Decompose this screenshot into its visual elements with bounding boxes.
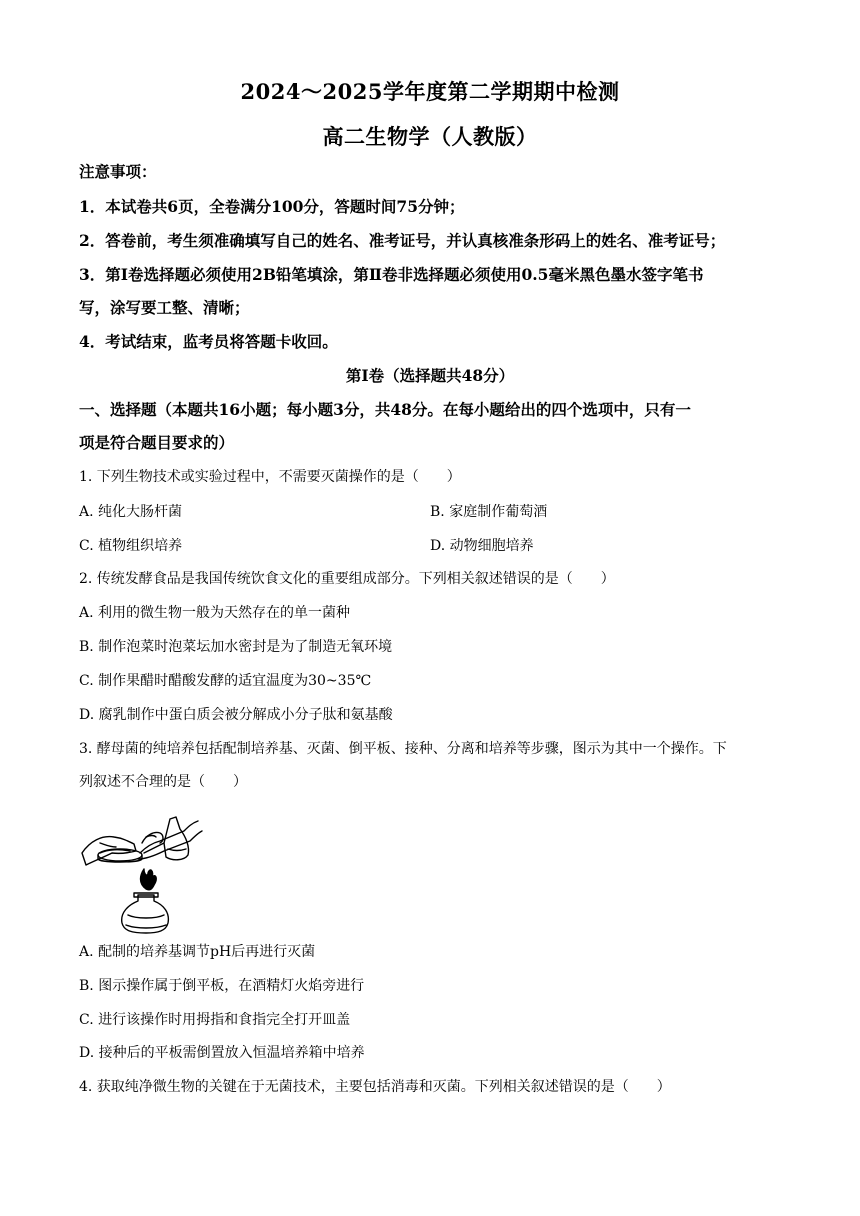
exam-subtitle: 高二生物学（人教版） bbox=[322, 124, 538, 149]
question-1-stem: 1. 下列生物技术或实验过程中，不需要灭菌操作的是（ ） bbox=[79, 469, 461, 485]
note-item-4: 4．考试结束，监考员将答题卡收回。 bbox=[79, 332, 338, 351]
section-title: 第I卷（选择题共48分） bbox=[345, 366, 515, 385]
question-1-option-a: A. 纯化大肠杆菌 bbox=[79, 504, 183, 520]
question-1-option-d: D. 动物细胞培养 bbox=[430, 538, 534, 554]
question-2-option-c: C. 制作果醋时醋酸发酵的适宜温度为30~35℃ bbox=[79, 673, 372, 689]
question-3-option-d: D. 接种后的平板需倒置放入恒温培养箱中培养 bbox=[79, 1045, 365, 1061]
notes-heading: 注意事项： bbox=[79, 162, 157, 181]
question-3-stem-line-2: 列叙述不合理的是（ ） bbox=[79, 774, 247, 790]
note-item-3-cont: 写，涂写要工整、清晰； bbox=[79, 298, 250, 317]
pouring-plate-illustration bbox=[80, 813, 205, 935]
note-item-1: 1．本试卷共6页，全卷满分100分，答题时间75分钟； bbox=[79, 197, 465, 216]
question-2-stem: 2. 传统发酵食品是我国传统饮食文化的重要组成部分。下列相关叙述错误的是（ ） bbox=[79, 571, 615, 587]
exam-title: 2024～2025学年度第二学期期中检测 bbox=[240, 79, 620, 104]
question-2-option-d: D. 腐乳制作中蛋白质会被分解成小分子肽和氨基酸 bbox=[79, 707, 393, 723]
question-3-option-a: A. 配制的培养基调节pH后再进行灭菌 bbox=[79, 944, 316, 960]
question-1-option-c: C. 植物组织培养 bbox=[79, 538, 183, 554]
section-instruction-1: 一、选择题（本题共16小题；每小题3分，共48分。在每小题给出的四个选项中，只有一 bbox=[79, 400, 691, 419]
question-3-option-c: C. 进行该操作时用拇指和食指完全打开皿盖 bbox=[79, 1012, 351, 1028]
section-instruction-2: 项是符合题目要求的） bbox=[79, 433, 235, 452]
question-2-option-a: A. 利用的微生物一般为天然存在的单一菌种 bbox=[79, 605, 351, 621]
question-2-option-b: B. 制作泡菜时泡菜坛加水密封是为了制造无氧环境 bbox=[79, 639, 393, 655]
note-item-2: 2．答卷前，考生须准确填写自己的姓名、准考证号，并认真核准条形码上的姓名、准考证号； bbox=[79, 231, 726, 250]
question-3-option-b: B. 图示操作属于倒平板，在酒精灯火焰旁进行 bbox=[79, 978, 365, 994]
question-1-option-b: B. 家庭制作葡萄酒 bbox=[430, 504, 548, 520]
question-3-stem-line-1: 3. 酵母菌的纯培养包括配制培养基、灭菌、倒平板、接种、分离和培养等步骤，图示为其中一个操作。下 bbox=[79, 741, 727, 757]
note-item-3: 3．第I卷选择题必须使用2B铅笔填涂，第Ⅱ卷非选择题必须使用0.5毫米黑色墨水签字笔书 bbox=[79, 265, 704, 284]
question-4-stem: 4. 获取纯净微生物的关键在于无菌技术，主要包括消毒和灭菌。下列相关叙述错误的是（ ） bbox=[79, 1079, 671, 1095]
